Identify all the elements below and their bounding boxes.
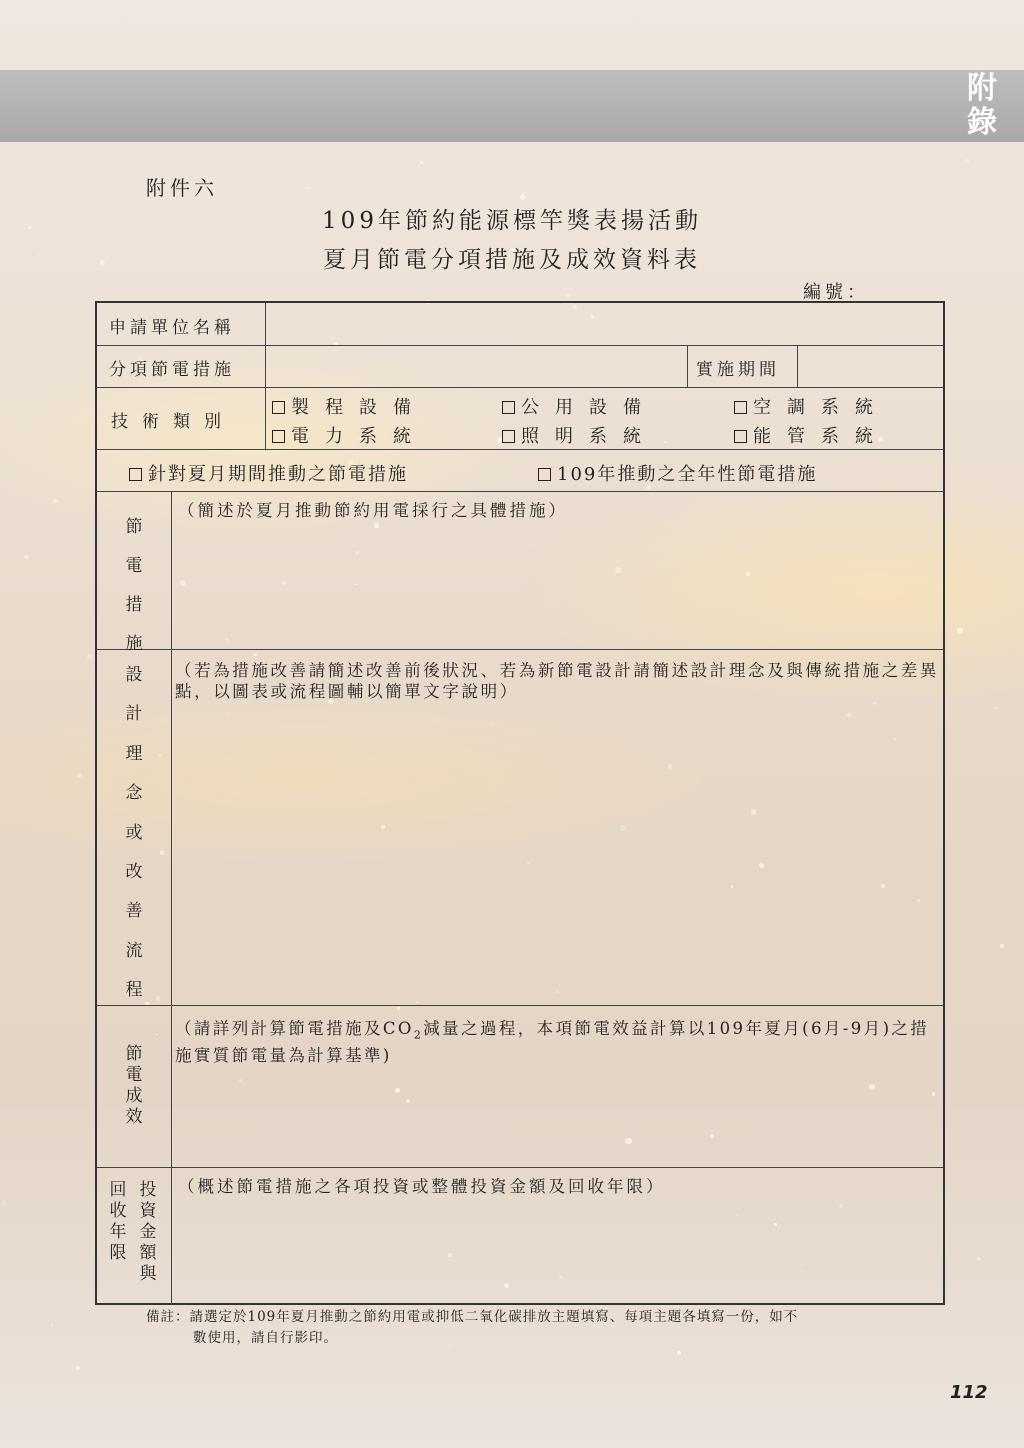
investment-label-left [107, 1180, 129, 1264]
investment-section-label-cell [97, 1168, 171, 1305]
label-char: 節 [125, 517, 143, 537]
checkbox-icon [129, 468, 142, 481]
effect-section-label [97, 1044, 171, 1128]
sparkle-dot [51, 1324, 53, 1326]
attachment-label: 附件六 [146, 176, 218, 200]
label-char: 理 [125, 743, 143, 764]
label-char: 節 [125, 1044, 143, 1064]
checkbox-lighting-system[interactable]: 照明系統 [502, 422, 657, 448]
label-char: 收 [109, 1201, 127, 1221]
checkbox-icon [734, 401, 747, 414]
sparkle-dot [87, 654, 92, 659]
label-char: 資 [139, 1201, 157, 1221]
design-section-label [97, 656, 171, 1011]
checkbox-process-equipment[interactable]: 製程設備 [272, 393, 427, 419]
sparkle-dot [76, 1366, 80, 1370]
period-input[interactable] [797, 346, 943, 387]
effect-section-input[interactable] [171, 1006, 943, 1167]
period-label: 實施期間 [687, 346, 797, 387]
label-char: 善 [125, 901, 143, 922]
checkbox-power-system[interactable]: 電力系統 [272, 422, 427, 448]
document-title-line2: 夏月節電分項措施及成效資料表 [323, 247, 701, 273]
measure-section-label [97, 508, 171, 664]
label-char: 回 [109, 1180, 127, 1200]
sparkle-dot [3, 1202, 5, 1204]
effect-section-hint: （請詳列計算節電措施及$CO_2$減量之過程，本項節電效益計算以109年夏月(6月-9月)之措施實質節電量為計算基準) [175, 1019, 930, 1066]
sparkle-dot [566, 294, 570, 298]
applicant-row [97, 303, 943, 346]
measure-input[interactable] [265, 346, 687, 387]
tech-options-cell [265, 388, 943, 449]
label-char: 設 [125, 665, 143, 685]
checkbox-energy-management[interactable]: 能管系統 [734, 422, 889, 448]
investment-section-hint: （概述節電措施之各項投資或整體投資金額及回收年限） [178, 1177, 666, 1196]
sparkle-dot [419, 161, 423, 165]
label-char: 程 [125, 980, 143, 1001]
investment-label-right [137, 1180, 159, 1285]
applicant-input[interactable] [265, 303, 943, 345]
document-title-line1: 109年節約能源標竿獎表揚活動 [322, 208, 702, 234]
label-char: 效 [125, 1107, 143, 1127]
appendix-tab [962, 72, 1002, 140]
sparkle-dot [957, 628, 963, 634]
checkbox-hvac-system[interactable]: 空調系統 [734, 393, 889, 419]
label-char: 流 [125, 940, 143, 961]
sparkle-dot [677, 1351, 681, 1355]
label-char: 年 [109, 1222, 127, 1242]
design-section-hint: （若為措施改善請簡述改善前後狀況、若為新節電設計請簡述設計理念及與傳統措施之差異點，以圖表或流程圖輔以簡單文字說明） [175, 661, 939, 701]
label-char: 計 [125, 704, 143, 725]
measure-section [97, 492, 943, 654]
checkbox-icon [502, 401, 515, 414]
measure-section-label-cell [97, 492, 171, 654]
checkbox-icon [272, 430, 285, 443]
label-char: 電 [125, 1065, 143, 1085]
label-char: 電 [125, 556, 143, 576]
label-char: 金 [139, 1222, 157, 1242]
label-char: 念 [125, 783, 143, 804]
label-char: 與 [139, 1264, 157, 1284]
checkbox-utility-equipment[interactable]: 公用設備 [502, 393, 657, 419]
measure-row [97, 346, 943, 388]
serial-number-label: 編號： [803, 282, 869, 303]
tech-category-row [97, 388, 943, 450]
sparkle-dot [995, 707, 997, 709]
scope-row [97, 450, 943, 492]
label-char: 成 [125, 1086, 143, 1106]
sparkle-dot [53, 499, 57, 503]
label-char: 施 [125, 634, 143, 654]
effect-section-label-cell [97, 1006, 171, 1167]
design-section-input[interactable] [171, 650, 943, 1005]
sparkle-dot [24, 555, 28, 559]
sparkle-dot [77, 773, 82, 778]
checkbox-icon [538, 468, 551, 481]
sparkle-dot [966, 159, 969, 162]
page-number: 112 [950, 1382, 988, 1403]
measure-section-hint: （簡述於夏月推動節約用電採行之具體措施） [178, 501, 568, 520]
label-char: 改 [125, 862, 143, 883]
label-char: 附 [967, 71, 997, 106]
sparkle-dot [520, 194, 526, 200]
header-bar [0, 70, 1024, 142]
checkbox-annual-measure[interactable]: 109年推動之全年性節電措施 [538, 460, 817, 486]
checkbox-icon [272, 401, 285, 414]
label-char: 或 [125, 822, 143, 843]
sparkle-dot [307, 187, 309, 189]
tech-label: 技術類別 [111, 412, 235, 432]
tech-label-cell [97, 388, 265, 449]
design-section [97, 650, 943, 1006]
application-form [95, 301, 945, 1305]
sparkle-dot [977, 1257, 981, 1261]
label-char: 限 [109, 1243, 127, 1263]
sparkle-dot [1000, 944, 1004, 948]
effect-section [97, 1006, 943, 1168]
checkbox-summer-measure[interactable]: 針對夏月期間推動之節電措施 [129, 460, 408, 486]
label-char: 投 [139, 1180, 157, 1200]
footnote: 備註：請選定於109年夏月推動之節約用電或抑低二氧化碳排放主題填寫、每項主題各填寫一份，如不 數使用，請自行影印。 [146, 1309, 799, 1346]
label-char: 額 [139, 1243, 157, 1263]
label-char: 錄 [967, 105, 997, 140]
measure-label: 分項節電措施 [109, 360, 235, 380]
investment-section [97, 1168, 943, 1305]
applicant-label: 申請單位名稱 [109, 318, 235, 338]
checkbox-icon [502, 430, 515, 443]
label-char: 措 [125, 595, 143, 615]
checkbox-icon [734, 430, 747, 443]
measure-section-input[interactable] [171, 492, 943, 649]
design-section-label-cell [97, 650, 171, 1005]
investment-section-input[interactable] [171, 1168, 943, 1305]
